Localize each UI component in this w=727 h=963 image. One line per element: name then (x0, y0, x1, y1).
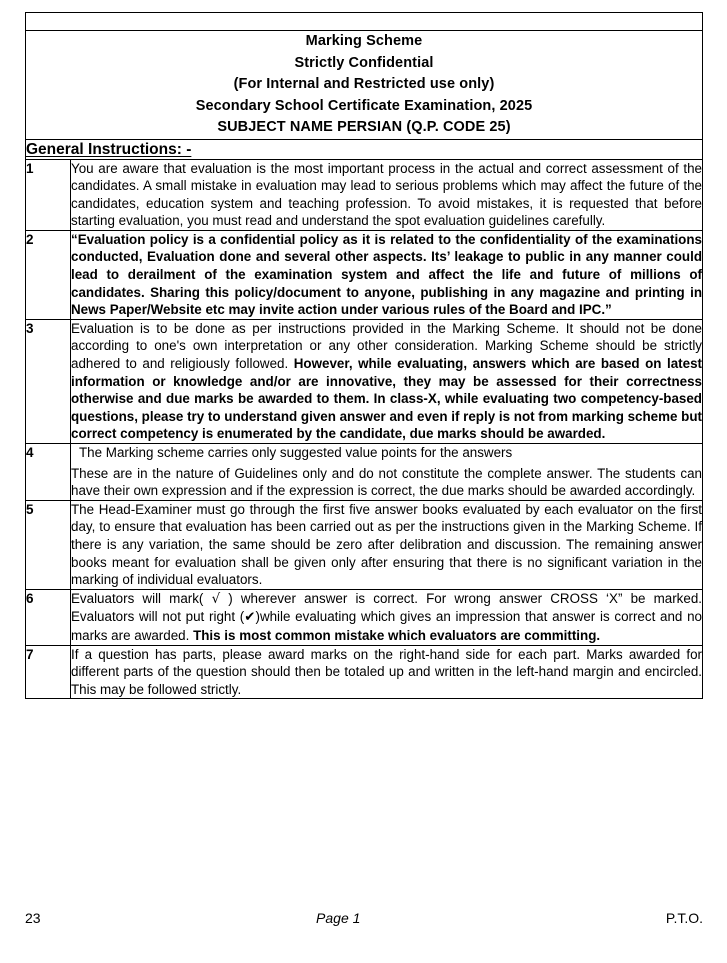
footer-page-number: Page 1 (316, 910, 361, 926)
footer-pto-label: P.T.O. (665, 910, 703, 926)
page-footer (25, 910, 703, 926)
section-heading-row (26, 139, 703, 159)
instruction-text-mixed (71, 590, 702, 645)
title-line-5: SUBJECT NAME PERSIAN (Q.P. CODE 25) (217, 119, 511, 135)
instruction-text-second: These are in the nature of Guidelines only and do not constitute the complete answer. The students can have their own expression and if the expression is correct, the due marks should be awarded accordingly. (71, 465, 702, 499)
instruction-row-5 (26, 500, 703, 589)
blank-top-row (26, 13, 703, 31)
instruction-body (71, 589, 703, 645)
instruction-number: 3 (26, 319, 71, 443)
instruction-text: You are aware that evaluation is the most important process in the actual and correct assessment of the candidates. A small mistake in evaluation may lead to serious problems which may affect the future of the candidates, education system and teaching profession. To avoid mistakes, it is requested that before starting evaluation, you must read and understand the spot evaluation guidelines carefully. (71, 160, 702, 229)
checkmark-icon: ✔ (244, 610, 256, 626)
instruction-body (71, 230, 703, 319)
instruction-number: 7 (26, 645, 71, 699)
footer-left-code: 23 (25, 910, 41, 926)
instruction-number: 2 (26, 230, 71, 319)
instruction-text-bold: This is most common mistake which evaluators are committing. (193, 627, 601, 643)
instruction-row-1 (26, 159, 703, 230)
general-instructions-cell (26, 139, 703, 159)
title-line-2: Strictly Confidential (294, 54, 434, 71)
instruction-row-4 (26, 444, 703, 501)
instruction-text: If a question has parts, please award marks on the right-hand side for each part. Marks awarded for different parts of the question should then be totaled up and written in the left-hand margin and encircled. This may be followed strictly. (71, 646, 702, 697)
instruction-text: “Evaluation policy is a confidential policy as it is related to the confidentiality of the examinations conducted, Evaluation done and several other aspects. Its’ leakage to public in any manner could lead to derailment of the examination system and affect the life and future of millions of candidates. Sharing this policy/document to anyone, publishing in any magazine and printing in News Paper/Website etc may invite action under various rules of the Board and IPC.” (71, 231, 702, 318)
document-title-block (26, 31, 703, 140)
instruction-text-first: The Marking scheme carries only suggested value points for the answers (79, 445, 513, 460)
instruction-text-mixed (71, 320, 702, 443)
title-line-1: Marking Scheme (305, 33, 423, 49)
instruction-number: 6 (26, 589, 71, 645)
instruction-number: 1 (26, 159, 71, 230)
instruction-text: The Head-Examiner must go through the first five answer books evaluated by each evaluator on the first day, to ensure that evaluation has been carried out as per the instructions given in the Marking Scheme. If there is any variation, the same should be zero after delibration and discussion. The remaining answer books meant for evaluation shall be given only after ensuring that there is no significant variation in the marking of individual evaluators. (71, 501, 702, 588)
instruction-text-bold: However, while evaluating, answers which are based on latest information or knowledge and/or are innovative, they may be assessed for their correctness otherwise and due marks be awarded to them. In class-X, while evaluating two competency-based questions, please try to understand given answer and even if reply is not from marking scheme but correct competency is enumerated by the candidate, due marks should be awarded. (71, 356, 703, 442)
title-line-4: Secondary School Certificate Examination, 2025 (195, 97, 533, 114)
instruction-text-part-c: )while evaluating which gives an impression that answer is correct and no marks are awarded. (71, 609, 702, 643)
instruction-row-2 (26, 230, 703, 319)
instruction-body (71, 159, 703, 230)
instruction-body (71, 319, 703, 443)
marking-scheme-table (25, 12, 703, 699)
general-instructions-heading: General Instructions: - (26, 140, 192, 158)
instruction-number: 4 (26, 444, 71, 501)
instruction-body (71, 500, 703, 589)
instruction-text-plain: Evaluation is to be done as per instructions provided in the Marking Scheme. It should not be done according to one's own interpretation or any other consideration. Marking Scheme should be strictly adhered to and religiously followed. (71, 320, 702, 372)
instruction-text-part-a: Evaluators will mark( (71, 590, 212, 606)
instruction-body (71, 645, 703, 699)
title-line-3: (For Internal and Restricted use only) (233, 76, 495, 92)
instruction-row-3 (26, 319, 703, 443)
instruction-row-6 (26, 589, 703, 645)
blank-top-cell (26, 13, 703, 31)
radical-icon: √ (211, 591, 221, 607)
instruction-number: 5 (26, 500, 71, 589)
instruction-row-7 (26, 645, 703, 699)
instruction-body (71, 444, 703, 501)
instruction-text-part-b: ) wherever answer is correct. For wrong answer CROSS ‘X” be marked. Evaluators will not put right ( (71, 590, 702, 625)
title-row (26, 31, 703, 140)
